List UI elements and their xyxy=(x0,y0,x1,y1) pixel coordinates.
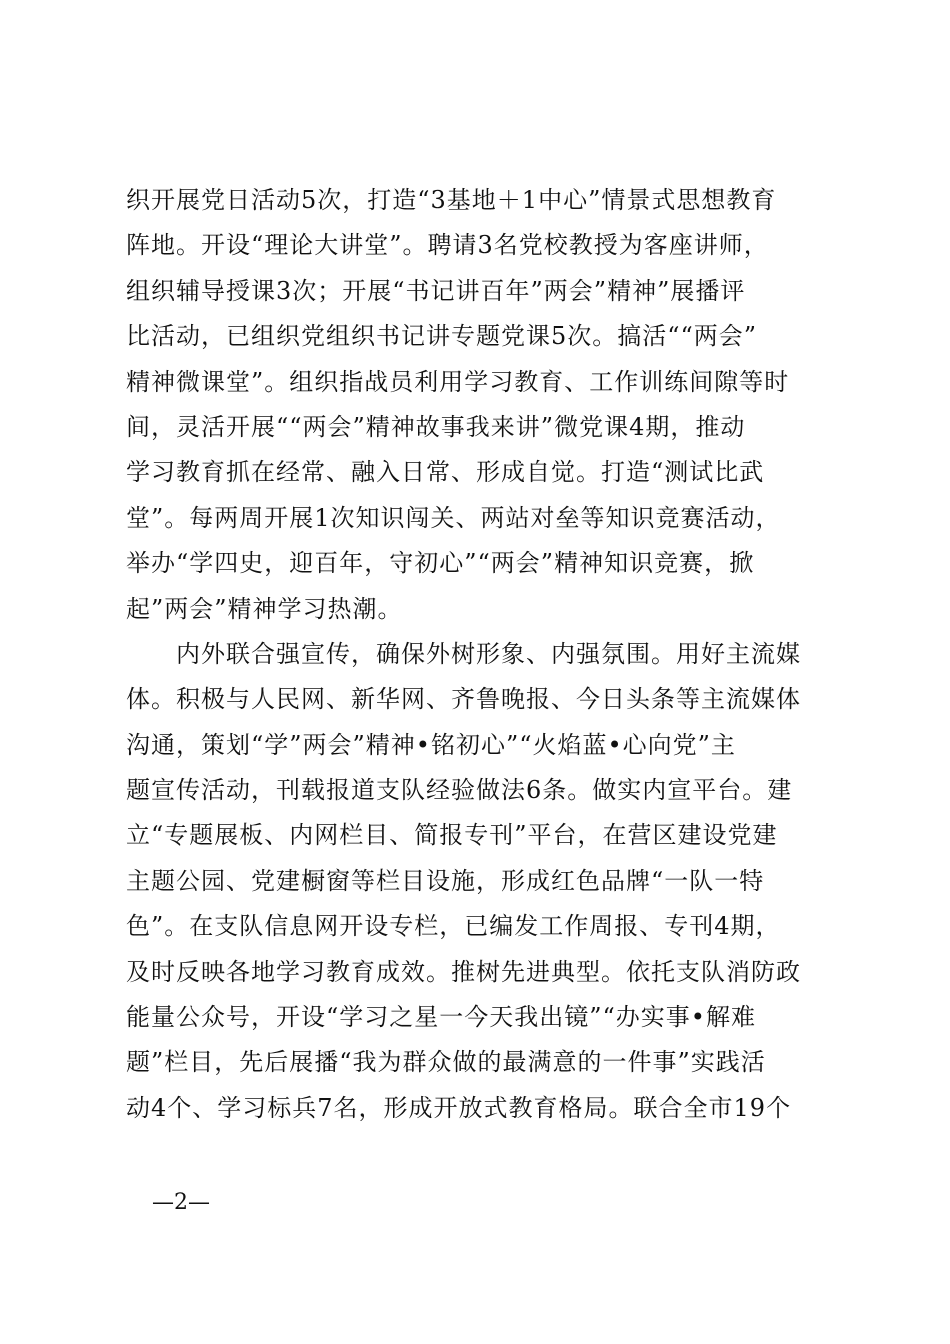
text-line: 间，灵活开展““两会”精神故事我来讲”微党课4期，推动 xyxy=(126,412,746,441)
text-line: 能量公众号，开设“学习之星一今天我出镜”“办实事•解难 xyxy=(126,1003,756,1032)
text-line: 体。积极与人民网、新华网、齐鲁晚报、今日头条等主流媒体 xyxy=(126,685,801,714)
text-line: 动4个、学习标兵7名，形成开放式教育格局。联合全市19个 xyxy=(126,1093,792,1122)
text-line: 题”栏目，先后展播“我为群众做的最满意的一件事”实践活 xyxy=(126,1048,766,1077)
text-line: 色”。在支队信息网开设专栏，已编发工作周报、专刊4期， xyxy=(126,912,781,941)
text-line: 沟通，策划“学”两会”精神•铭初心”“火焰蓝•心向党”主 xyxy=(126,730,736,759)
text-line: 立“专题展板、内网栏目、简报专刊”平台，在营区建设党建 xyxy=(126,821,778,850)
page-number: —2— xyxy=(152,1190,210,1215)
text-line: 组织辅导授课3次；开展“书记讲百年”两会”精神”展播评 xyxy=(126,276,746,305)
text-line: 比活动，已组织党组织书记讲专题党课5次。搞活““两会” xyxy=(126,322,758,351)
text-line: 织开展党日活动5次，打造“3基地＋1中心”情景式思想教育 xyxy=(126,186,777,214)
text-line: 学习教育抓在经常、融入日常、形成自觉。打造“测试比武 xyxy=(126,458,765,487)
text-line: 内外联合强宣传，确保外树形象、内强氛围。用好主流媒 xyxy=(126,639,801,668)
text-line: 及时反映各地学习教育成效。推树先进典型。依托支队消防政 xyxy=(126,957,801,986)
text-line: 堂”。每两周开展1次知识闯关、两站对垒等知识竞赛活动， xyxy=(126,503,781,532)
text-line: 起”两会”精神学习热潮。 xyxy=(126,594,403,623)
text-line: 精神微课堂”。组织指战员利用学习教育、工作训练间隙等时 xyxy=(126,367,790,396)
text-line: 阵地。开设“理论大讲堂”。聘请3名党校教授为客座讲师， xyxy=(126,231,769,260)
text-line: 题宣传活动，刊载报道支队经验做法6条。做实内宣平台。建 xyxy=(126,776,793,805)
text-line: 举办“学四史，迎百年，守初心”“两会”精神知识竞赛，掀 xyxy=(126,549,755,578)
body-text xyxy=(126,178,828,1131)
text-line: 主题公园、党建橱窗等栏目设施，形成红色品牌“一队一特 xyxy=(126,866,765,895)
